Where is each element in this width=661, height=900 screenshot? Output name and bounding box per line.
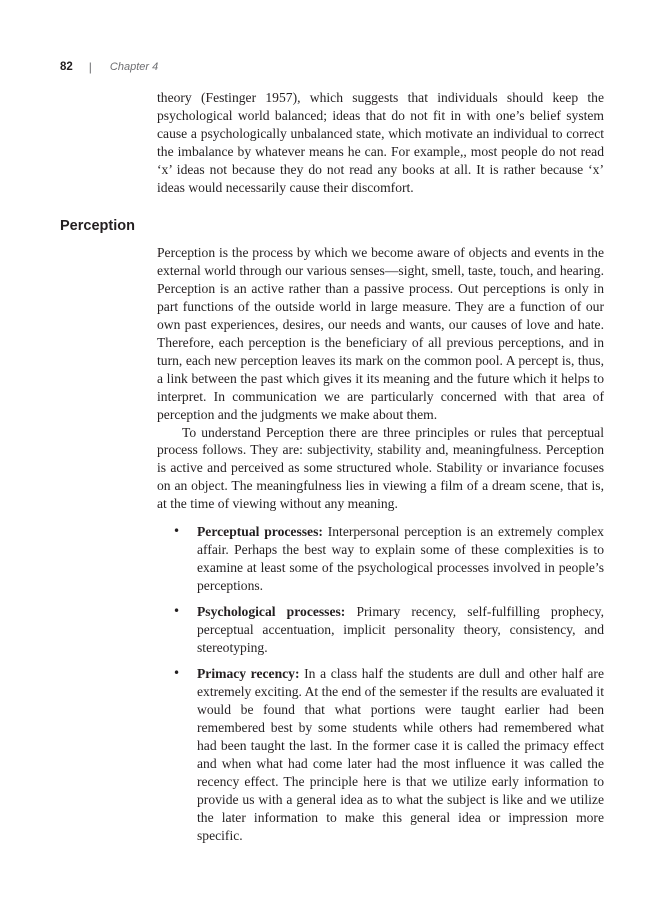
body-paragraph: To understand Perception there are three principles or rules that perceptual process follows. They are: subjectivity, stability and, meaningfulness. Perception is active and perceived as some structured whole. Stability or invariance focuses on an object. The meaningfulness lies in viewing a film of a dream scene, that is, at the time of viewing without any meaning. [157,424,604,512]
bullet-icon: • [173,524,181,539]
section-heading: Perception [60,218,135,234]
bullet-icon: • [173,604,181,619]
bullet-text [197,523,604,595]
bullet-icon: • [173,665,181,680]
bullet-text [197,603,604,657]
continued-text-block [157,89,604,197]
list-item [157,665,604,845]
chapter-label: Chapter 4 [109,61,159,73]
bullet-term: Perceptual processes: [197,524,323,540]
bullet-term: Psychological processes: [197,604,346,620]
bullet-term: Primacy recency: [197,665,300,681]
bullet-list [157,523,604,844]
header-separator: | [88,60,92,74]
running-header [60,59,158,75]
body-paragraph: Perception is the process by which we become aware of objects and events in the external world through our various senses—sight, smell, taste, touch, and hearing. Perception is an active rather than a passive process. Out perceptions is only in part functions of the outside world in large measure. They are a function of our own past experiences, desires, our needs and wants, our causes of love and hate. Therefore, each perception is the beneficiary of all previous perceptions, and in turn, each new perception leaves its mark on the common pool. A percept is, thus, a link between the past which gives it its meaning and the future which it helps to interpret. In communication we are particularly concerned with that area of perception and the judgments we make about them. [157,245,604,422]
bullet-text [197,665,604,845]
continued-paragraph: theory (Festinger 1957), which suggests that individuals should keep the psychological world balanced; ideas that do not fit in with one’s belief system cause a psychologically unbalanced state, which motivate an individual to correct the imbalance by whatever means he can. For example,, most people do not read ‘x’ ideas not because they do not read any books at all. It is rather because ‘x’ ideas would necessarily cause their discomfort. [157,90,604,195]
list-item [157,523,604,595]
bullet-description: Interpersonal perception is an extremely complex affair. Perhaps the best way to explain some of these complexities is to examine at least some of the psychological processes involved in people’s perceptions. [197,524,604,594]
page-number: 82 [60,61,73,73]
bullet-description: Primary recency, self-fulfilling prophecy, perceptual accentuation, implicit personality theory, consistency, and stereotyping. [197,604,604,656]
list-item [157,603,604,657]
section-body [157,244,604,853]
bullet-description: In a class half the students are dull and other half are extremely exciting. At the end of the semester if the results are evaluated it would be found that what portions were taught earlier had been remembered best by some students while others had remembered what had been taught the last. In the former case it is called the primacy effect and when what had come later had the most influence it was called the recency effect. The principle here is that we utilize early information to provide us with a general idea as to what the subject is like and we utilize the later information to make this general idea or impression more specific. [197,665,604,843]
